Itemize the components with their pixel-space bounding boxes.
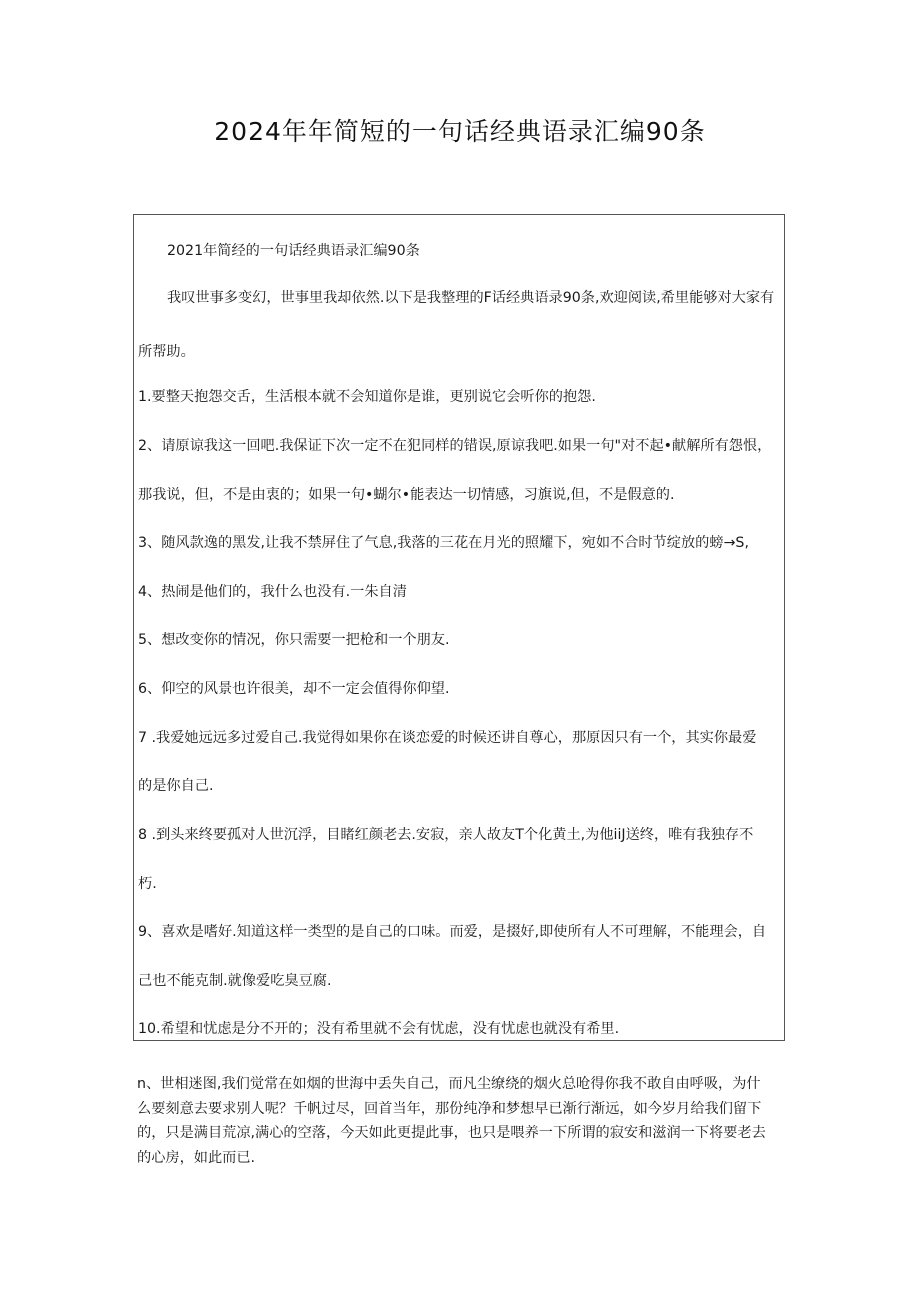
paragraph-line: 的，只是满目荒凉,满心的空落，今天如此更提此事，也只是喂养一下所谓的寂安和滋润一下将要老去 [137,1125,766,1141]
intro-line: 我叹世事多变幻，世事里我却依然.以下是我整理的F话经典语录90条,欢迎阅读,希里能够对大家有 [167,290,775,306]
quote-item: 7 .我爱她远远多过爱自己.我觉得如果你在谈恋爱的时候还讲自尊心，那原因只有一个，其实你最爱 [138,730,757,746]
quote-item: 9、喜欢是嗜好.知道这样一类型的是自己的口味。而爱，是掇好,即使所有人不可理解，不能理会，自 [138,924,767,940]
document-title: 2024年年简短的一句话经典语录汇编90条 [214,117,706,146]
quote-item-continuation: 那我说，但，不是由衷的；如果一句•蝴尔•能表达一切情感，习旗说,但，不是假意的. [138,487,675,503]
intro-line: 所帮助。 [138,344,195,360]
quote-box [133,214,785,1041]
quote-item-continuation: 己也不能克制.就像爱吃臭豆腐. [138,973,332,989]
quote-item: 3、随风款逸的黑发,让我不禁屏住了气息,我落的三花在月光的照耀下，宛如不合时节绽放的螃→S, [138,535,749,551]
quote-item: 6、仰空的风景也许很美，却不一定会值得你仰望. [138,681,450,697]
paragraph-line: n、世相迷图,我们觉常在如烟的世海中丢失自己，而凡尘缭绕的烟火总呛得你我不敢自由呼吸，为什 [137,1076,761,1092]
quote-item: 4、热闹是他们的，我什么也没有.一朱自清 [138,584,407,600]
quote-item: 8 .到头来终要孤对人世沉浮，目睹红颜老去.安寂，亲人故友T个化黄土,为他iiJ送终，唯有我独存不 [138,827,754,843]
quote-item: 2、请原谅我这一回吧.我保证下次一定不在犯同样的错误,原谅我吧.如果一句"对不起•献解所有怨恨， [138,438,772,454]
quote-item-continuation: 朽. [138,876,157,892]
quote-item-continuation: 的是你自己. [138,778,214,794]
paragraph-line: 么要刻意去要求别人呢？千帆过尽，回首当年，那份纯净和梦想早已渐行渐远，如今岁月给我们留下 [137,1100,762,1117]
box-heading: 2021年简经的一句话经典语录汇编90条 [167,243,420,259]
quote-item: 5、想改变你的情况，你只需要一把枪和一个朋友. [138,632,450,648]
quote-item: 1.要整天抱怨交舌，生活根本就不会知道你是谁，更别说它会听你的抱怨. [138,389,596,405]
paragraph-line: 的心房，如此而已. [137,1149,256,1166]
quote-item: 10.希望和忧虑是分不开的；没有希里就不会有忧虑，没有忧虑也就没有希里. [138,1021,620,1037]
trailing-paragraph [137,1072,787,1170]
